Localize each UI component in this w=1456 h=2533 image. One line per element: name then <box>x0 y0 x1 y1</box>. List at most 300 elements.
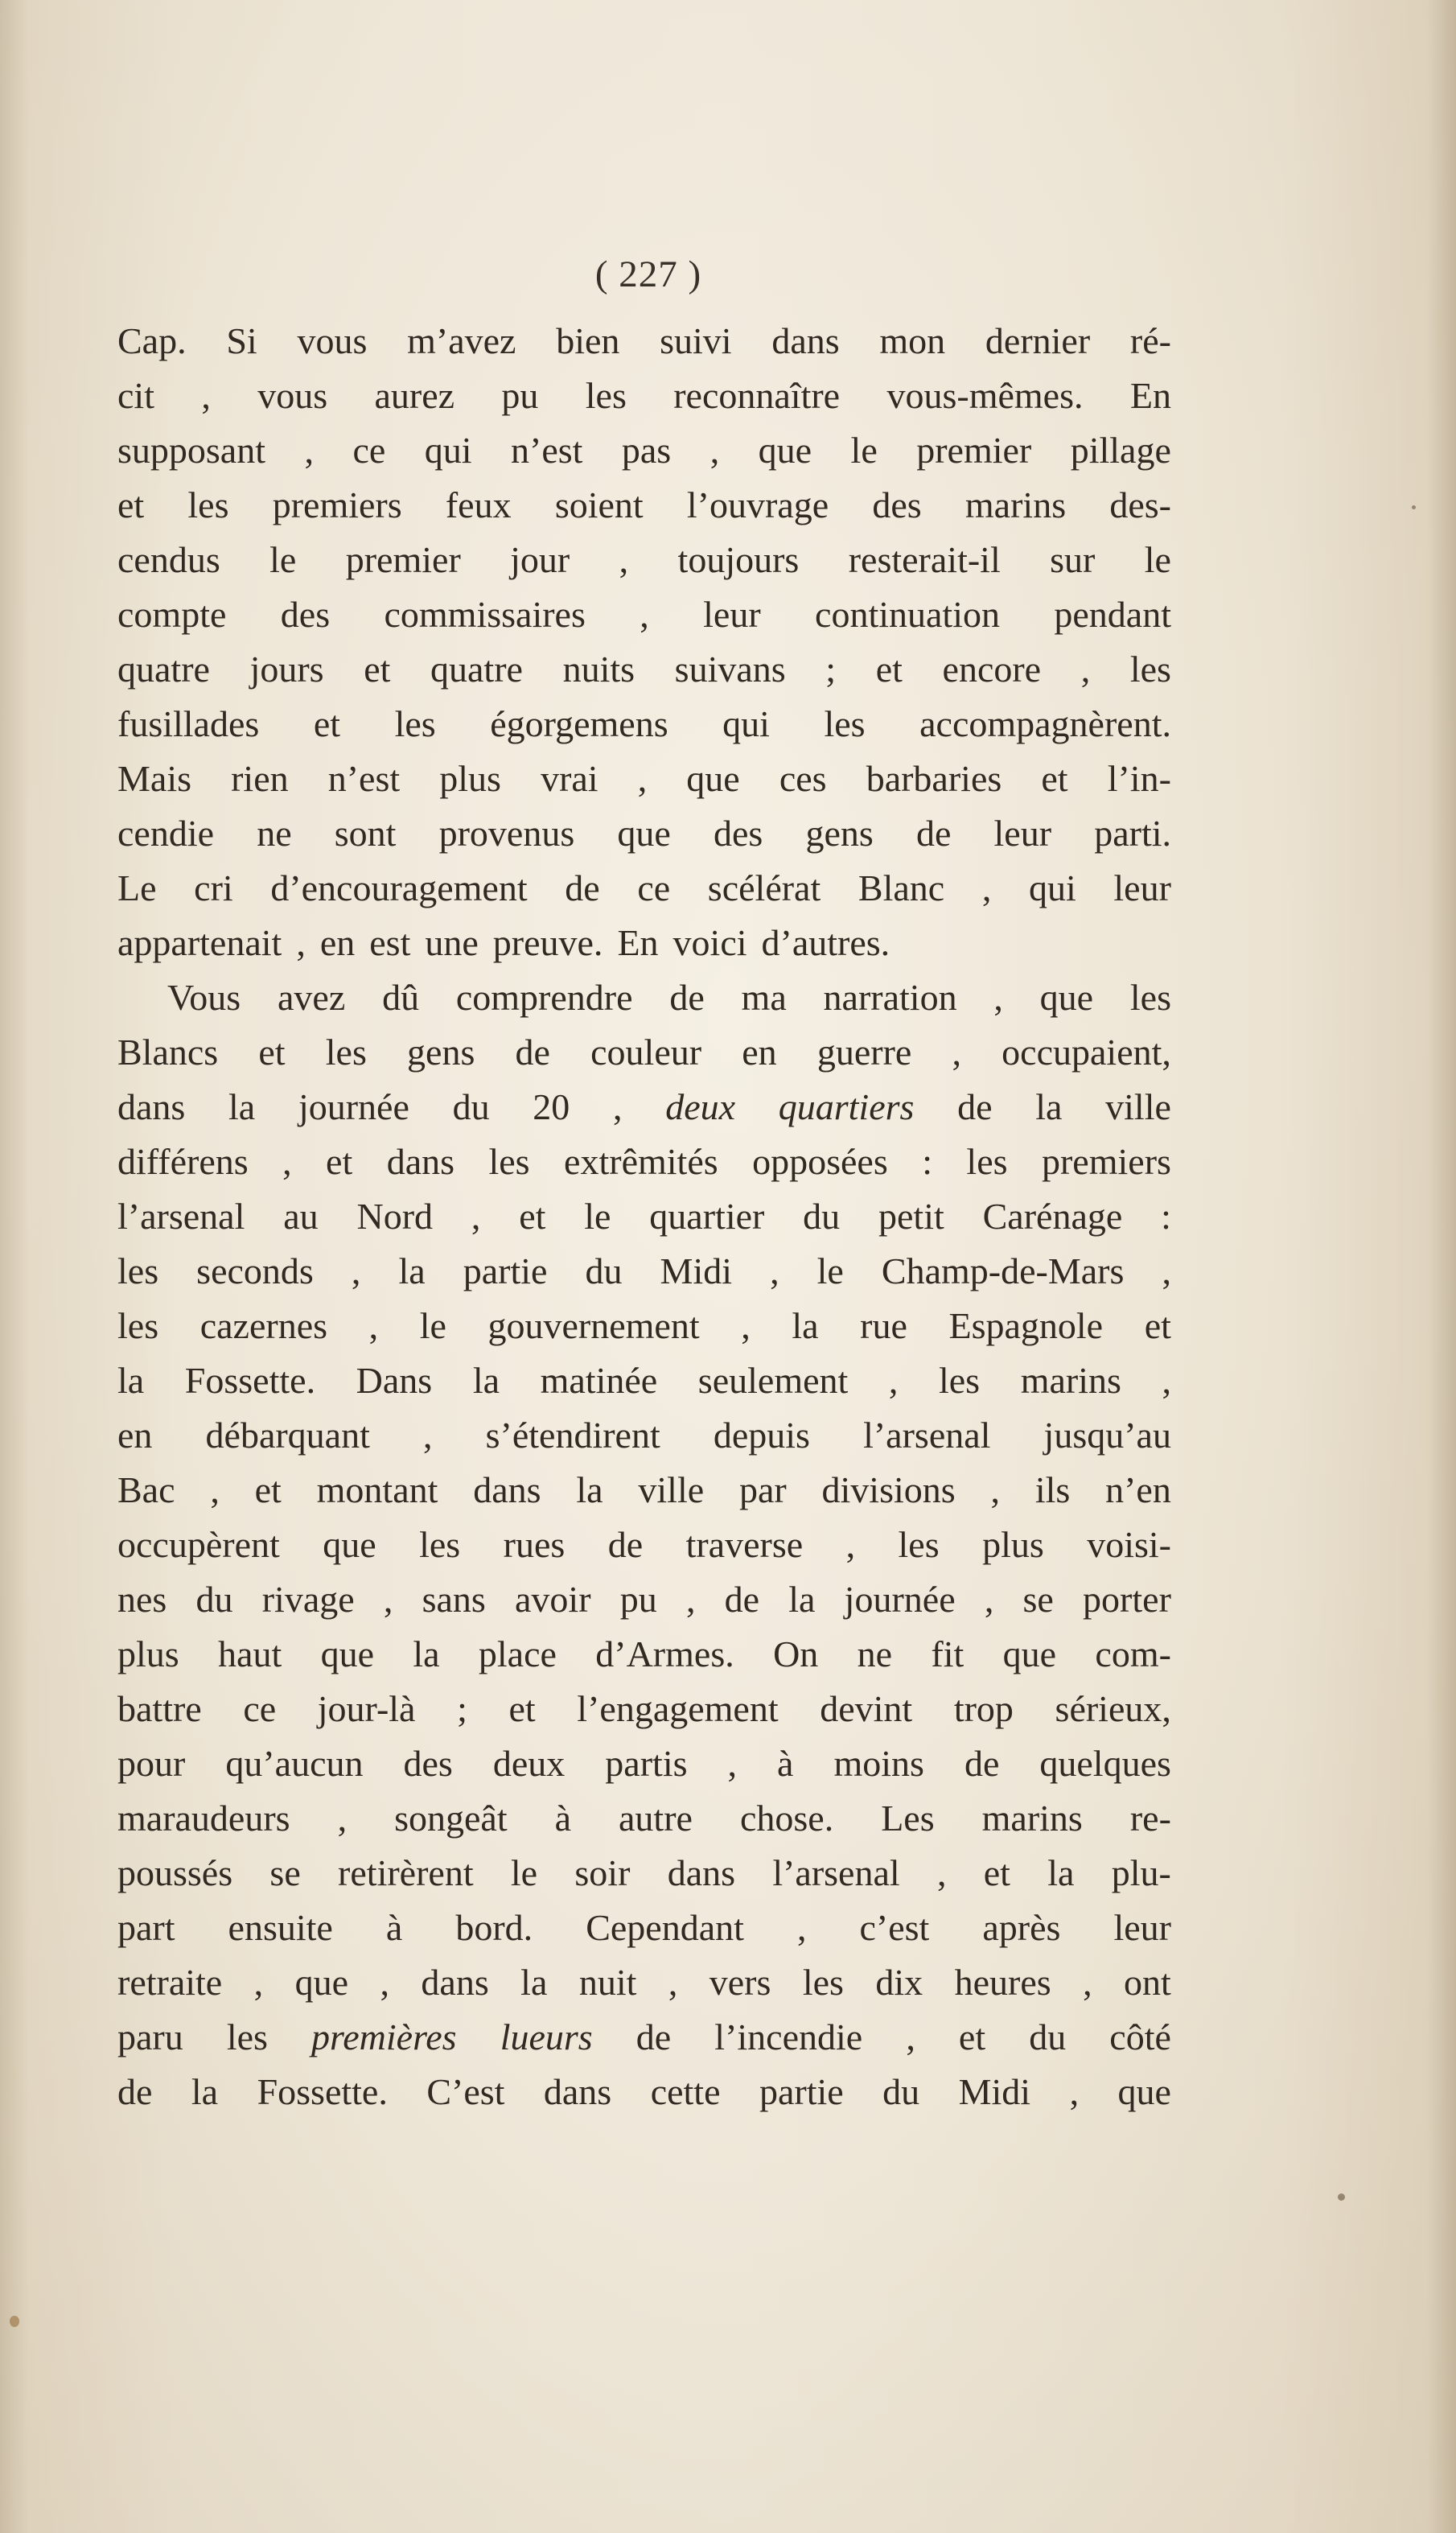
word: C’est <box>426 2071 505 2112</box>
word: opposées <box>752 1141 888 1182</box>
word: Bac <box>117 1469 175 1510</box>
word: petit <box>878 1196 944 1237</box>
word: , <box>282 1141 292 1182</box>
word: plus <box>982 1524 1044 1565</box>
word: de <box>117 2071 153 2112</box>
word: de <box>515 1032 550 1073</box>
word: l’ouvrage <box>686 484 829 525</box>
word: et <box>313 703 341 744</box>
text-line <box>117 970 1171 1025</box>
word: preuve. <box>492 922 603 963</box>
text-line <box>117 642 1171 697</box>
word: narration <box>823 977 957 1018</box>
word: part <box>117 1907 175 1948</box>
word: , <box>304 430 314 471</box>
word: ensuite <box>228 1907 333 1948</box>
word: côté <box>1109 2016 1171 2057</box>
word: sur <box>1050 539 1096 580</box>
word: égorgemens <box>490 703 668 744</box>
word: Blancs <box>117 1032 219 1073</box>
word: la <box>191 2071 219 2112</box>
word: , <box>253 1962 264 2003</box>
word: marins <box>1020 1360 1121 1401</box>
word: , <box>952 1032 961 1073</box>
word: dans <box>421 1962 489 2003</box>
word: à <box>385 1907 403 1948</box>
word: Fossette. <box>257 2071 388 2112</box>
word: les <box>117 1305 159 1346</box>
word: , <box>845 1524 856 1565</box>
page-right-edge-shadow <box>1427 0 1456 2533</box>
word: pas <box>621 430 672 471</box>
word: que <box>686 758 740 799</box>
word: c’est <box>859 1907 930 1948</box>
text-line <box>117 1955 1171 2010</box>
word: maraudeurs <box>117 1798 290 1839</box>
word: mon <box>879 320 946 361</box>
word: , <box>685 1579 696 1620</box>
word: n’en <box>1105 1469 1171 1510</box>
word: voici <box>672 922 747 963</box>
word: quartier <box>649 1196 765 1237</box>
word: vous-mêmes. <box>886 375 1084 416</box>
word: en <box>742 1032 777 1073</box>
text-line <box>117 1682 1171 1736</box>
word: les <box>325 1032 367 1073</box>
text-line <box>117 1791 1171 1846</box>
word: Fossette. <box>184 1360 316 1401</box>
word: , <box>990 1469 1000 1510</box>
word: haut <box>218 1633 282 1674</box>
word: nes <box>117 1579 167 1620</box>
word: aurez <box>374 375 455 416</box>
word: l’arsenal <box>772 1852 900 1893</box>
word: et <box>258 1032 286 1073</box>
word: occupaient, <box>1002 1032 1171 1073</box>
word: , <box>1162 1250 1171 1291</box>
word: et <box>875 649 903 690</box>
word: , <box>380 1962 389 2003</box>
word: pendant <box>1054 594 1171 635</box>
word: cri <box>194 867 233 908</box>
word: cendus <box>117 539 220 580</box>
word: de <box>565 867 600 908</box>
word: compte <box>117 594 227 635</box>
word: guerre <box>816 1032 912 1073</box>
word: deux <box>665 1086 736 1127</box>
word: encore <box>942 649 1042 690</box>
word: que <box>1117 2071 1171 2112</box>
word: de <box>724 1579 760 1620</box>
word: que <box>617 813 671 854</box>
word: jours <box>249 649 324 690</box>
word: dans <box>543 2071 612 2112</box>
word: sont <box>334 813 397 854</box>
word: ne <box>257 813 292 854</box>
word: la <box>1035 1086 1063 1127</box>
word: les <box>1129 649 1171 690</box>
text-line <box>117 2065 1171 2119</box>
word: dernier <box>985 320 1091 361</box>
text-line <box>117 1518 1171 1572</box>
word: quatre <box>117 649 210 690</box>
word: la <box>472 1360 500 1401</box>
text-line <box>117 1901 1171 1955</box>
word: la <box>117 1360 145 1401</box>
word: retraite <box>117 1962 223 2003</box>
word: que <box>758 430 812 471</box>
word: extrêmités <box>564 1141 718 1182</box>
word: ont <box>1124 1962 1171 2003</box>
word: sans <box>422 1579 486 1620</box>
word: quartiers <box>778 1086 915 1127</box>
word: en <box>319 922 356 963</box>
word: , <box>296 922 306 963</box>
word: vrai <box>541 758 598 799</box>
word: dix <box>875 1962 923 2003</box>
word: premières <box>311 2016 457 2057</box>
word: de <box>669 977 705 1018</box>
word: jour <box>510 539 570 580</box>
word: gens <box>805 813 874 854</box>
word: qu’aucun <box>225 1743 364 1784</box>
word: rivage <box>261 1579 355 1620</box>
word: ce <box>352 430 386 471</box>
word: du <box>1029 2016 1067 2057</box>
word: lueurs <box>500 2016 593 2057</box>
word: Espagnole <box>948 1305 1104 1346</box>
word: fusillades <box>117 703 260 744</box>
word: le <box>816 1250 844 1291</box>
word: la <box>520 1962 548 2003</box>
text-line <box>117 1463 1171 1518</box>
word: du <box>585 1250 623 1291</box>
word: les <box>1129 977 1171 1018</box>
word: les <box>585 375 627 416</box>
word: l’arsenal <box>863 1415 991 1456</box>
word: ma <box>741 977 787 1018</box>
word: quatre <box>430 649 523 690</box>
page-number: ( 227 ) <box>594 253 702 295</box>
word: ce <box>243 1688 277 1729</box>
word: : <box>1161 1196 1171 1237</box>
word: le <box>1144 539 1171 580</box>
text-line <box>117 1736 1171 1791</box>
word: les <box>226 2016 268 2057</box>
word: ces <box>779 758 827 799</box>
word: n’est <box>511 430 583 471</box>
word: Carénage <box>982 1196 1123 1237</box>
word: autre <box>619 1798 693 1839</box>
word: depuis <box>713 1415 810 1456</box>
word: ne <box>857 1633 893 1674</box>
word: d’autres. <box>761 922 890 963</box>
word: qui <box>424 430 472 471</box>
word: de <box>635 2016 672 2057</box>
word: suivans <box>674 649 786 690</box>
word: , <box>368 1305 379 1346</box>
word: les <box>187 484 229 525</box>
word: Mais <box>117 758 191 799</box>
word: du <box>195 1579 233 1620</box>
word: premier <box>345 539 461 580</box>
word: dans <box>473 1469 541 1510</box>
word: une <box>425 922 479 963</box>
word: et <box>1144 1305 1171 1346</box>
word: Si <box>226 320 257 361</box>
word: que <box>1039 977 1094 1018</box>
word: de <box>957 1086 993 1127</box>
word: , <box>906 2016 915 2057</box>
word: et <box>958 2016 986 2057</box>
text-line <box>117 861 1171 916</box>
word: des <box>403 1743 453 1784</box>
word: marins <box>981 1798 1083 1839</box>
word: journée <box>298 1086 409 1127</box>
word: du <box>452 1086 490 1127</box>
text-line <box>117 1189 1171 1244</box>
word: , <box>796 1907 807 1948</box>
word: et <box>254 1469 282 1510</box>
text-line <box>117 423 1171 478</box>
word: l’incendie <box>714 2016 863 2057</box>
word: porter <box>1083 1579 1171 1620</box>
word: les <box>938 1360 981 1401</box>
paper-speck <box>10 2316 19 2327</box>
word: , <box>423 1415 433 1456</box>
word: marins <box>964 484 1067 525</box>
word: suivi <box>660 320 732 361</box>
word: soir <box>574 1852 631 1893</box>
body-text <box>117 314 1171 2119</box>
word: paru <box>117 2016 183 2057</box>
word: ville <box>638 1469 705 1510</box>
word: des- <box>1109 484 1171 525</box>
word: au <box>283 1196 319 1237</box>
text-line <box>117 1299 1171 1353</box>
word: à <box>777 1743 794 1784</box>
word: Midi <box>958 2071 1031 2112</box>
word: , <box>770 1250 779 1291</box>
word: , <box>210 1469 220 1510</box>
text-line <box>117 369 1171 423</box>
word: soient <box>554 484 644 525</box>
text-line <box>117 1244 1171 1299</box>
word: la <box>1047 1852 1075 1893</box>
page-left-edge-shadow <box>0 0 29 2533</box>
word: leur <box>993 813 1052 854</box>
word: en <box>117 1415 153 1456</box>
word: ville <box>1105 1086 1171 1127</box>
word: battre <box>117 1688 202 1729</box>
word: ; <box>825 649 837 690</box>
word: n’est <box>327 758 401 799</box>
word: devint <box>820 1688 913 1729</box>
word: le <box>510 1852 538 1893</box>
word: par <box>738 1469 787 1510</box>
word: journée <box>844 1579 956 1620</box>
word: l’arsenal <box>117 1196 245 1237</box>
word: traverse <box>685 1524 804 1565</box>
word: En <box>1129 375 1171 416</box>
text-line <box>117 1080 1171 1135</box>
word: l’in- <box>1107 758 1171 799</box>
word: plu- <box>1111 1852 1171 1893</box>
word: Cap. <box>117 320 187 361</box>
word: les <box>966 1141 1008 1182</box>
word: partie <box>463 1250 548 1291</box>
word: et <box>117 484 145 525</box>
word: le <box>584 1196 611 1237</box>
word: accompagnèrent. <box>919 703 1171 744</box>
word: parti. <box>1094 813 1171 854</box>
text-line <box>117 1025 1171 1080</box>
word: , <box>668 1962 678 2003</box>
word: leur <box>1113 1907 1171 1948</box>
word: commissaires <box>384 594 586 635</box>
word: heures <box>954 1962 1051 2003</box>
word: avez <box>278 977 346 1018</box>
word: dans <box>386 1141 455 1182</box>
text-line <box>117 697 1171 752</box>
word: quelques <box>1039 1743 1171 1784</box>
word: d’encouragement <box>270 867 528 908</box>
word: , <box>1083 1962 1092 2003</box>
word: les <box>488 1141 530 1182</box>
word: , <box>727 1743 738 1784</box>
word: moins <box>833 1743 924 1784</box>
word: du <box>803 1196 841 1237</box>
word: avoir <box>515 1579 591 1620</box>
word: et <box>1041 758 1068 799</box>
word: trop <box>953 1688 1014 1729</box>
word: , <box>981 867 992 908</box>
text-line <box>117 314 1171 369</box>
word: , <box>471 1196 481 1237</box>
word: qui <box>1028 867 1076 908</box>
word: On <box>773 1633 819 1674</box>
word: , <box>612 1086 623 1127</box>
word: dans <box>771 320 840 361</box>
word: rien <box>231 758 289 799</box>
word: En <box>617 922 659 963</box>
word: cit <box>117 375 154 416</box>
word: seulement <box>697 1360 849 1401</box>
word: la <box>792 1305 819 1346</box>
word: les <box>394 703 436 744</box>
word: et <box>326 1141 353 1182</box>
word: fit <box>931 1633 964 1674</box>
word: chose. <box>739 1798 834 1839</box>
word: seconds <box>196 1250 314 1291</box>
word: partis <box>605 1743 688 1784</box>
text-line <box>117 1627 1171 1682</box>
word: premiers <box>272 484 402 525</box>
word: appartenait <box>117 922 282 963</box>
word: qui <box>722 703 770 744</box>
word: divisions <box>821 1469 956 1510</box>
word: de <box>915 813 952 854</box>
word: scélérat <box>707 867 821 908</box>
word: sérieux, <box>1055 1688 1171 1729</box>
word: place <box>478 1633 557 1674</box>
word: , <box>1162 1360 1171 1401</box>
word: pu <box>501 375 539 416</box>
word: gouvernement <box>487 1305 700 1346</box>
word: les <box>419 1524 461 1565</box>
word: dans <box>117 1086 186 1127</box>
word: différens <box>117 1141 249 1182</box>
word: les <box>117 1250 159 1291</box>
word: s’étendirent <box>485 1415 660 1456</box>
text-line <box>117 1572 1171 1627</box>
word: et <box>508 1688 536 1729</box>
word: et <box>519 1196 546 1237</box>
word: , <box>936 1852 947 1893</box>
word: dû <box>382 977 420 1018</box>
word: débarquant <box>205 1415 370 1456</box>
word: poussés <box>117 1852 233 1893</box>
word: feux <box>445 484 512 525</box>
word: songeât <box>394 1798 508 1839</box>
word: ils <box>1034 1469 1071 1510</box>
word: jour-là <box>317 1688 416 1729</box>
word: les <box>898 1524 940 1565</box>
word: la <box>228 1086 256 1127</box>
word: : <box>922 1141 932 1182</box>
word: du <box>882 2071 920 2112</box>
word: Dans <box>356 1360 433 1401</box>
word: nuit <box>578 1962 637 2003</box>
word: , <box>888 1360 899 1401</box>
word: rues <box>503 1524 566 1565</box>
text-line <box>117 916 1171 970</box>
word: occupèrent <box>117 1524 280 1565</box>
word: , <box>993 977 1003 1018</box>
word: rue <box>860 1305 907 1346</box>
word: Champ-de-Mars <box>881 1250 1125 1291</box>
word: toujours <box>677 539 800 580</box>
word: dans <box>667 1852 736 1893</box>
word: des <box>280 594 331 635</box>
word: vous <box>257 375 328 416</box>
word: premier <box>916 430 1032 471</box>
word: le <box>419 1305 446 1346</box>
paper-speck <box>1412 505 1416 509</box>
word: de <box>964 1743 1000 1784</box>
word: voisi- <box>1087 1524 1171 1565</box>
word: com- <box>1095 1633 1171 1674</box>
word: , <box>383 1579 393 1620</box>
word: que <box>1002 1633 1057 1674</box>
word: le <box>269 539 297 580</box>
word: , <box>337 1798 348 1839</box>
word: la <box>788 1579 816 1620</box>
word: ce <box>637 867 671 908</box>
word: Cependant <box>586 1907 744 1948</box>
word: bord. <box>455 1907 533 1948</box>
word: , <box>984 1579 994 1620</box>
word: de <box>607 1524 644 1565</box>
word: et <box>983 1852 1010 1893</box>
word: supposant <box>117 430 265 471</box>
word: des <box>713 813 763 854</box>
word: deux <box>492 1743 566 1784</box>
word: après <box>982 1907 1061 1948</box>
word: , <box>351 1250 361 1291</box>
text-line <box>117 752 1171 806</box>
word: que <box>294 1962 349 2003</box>
